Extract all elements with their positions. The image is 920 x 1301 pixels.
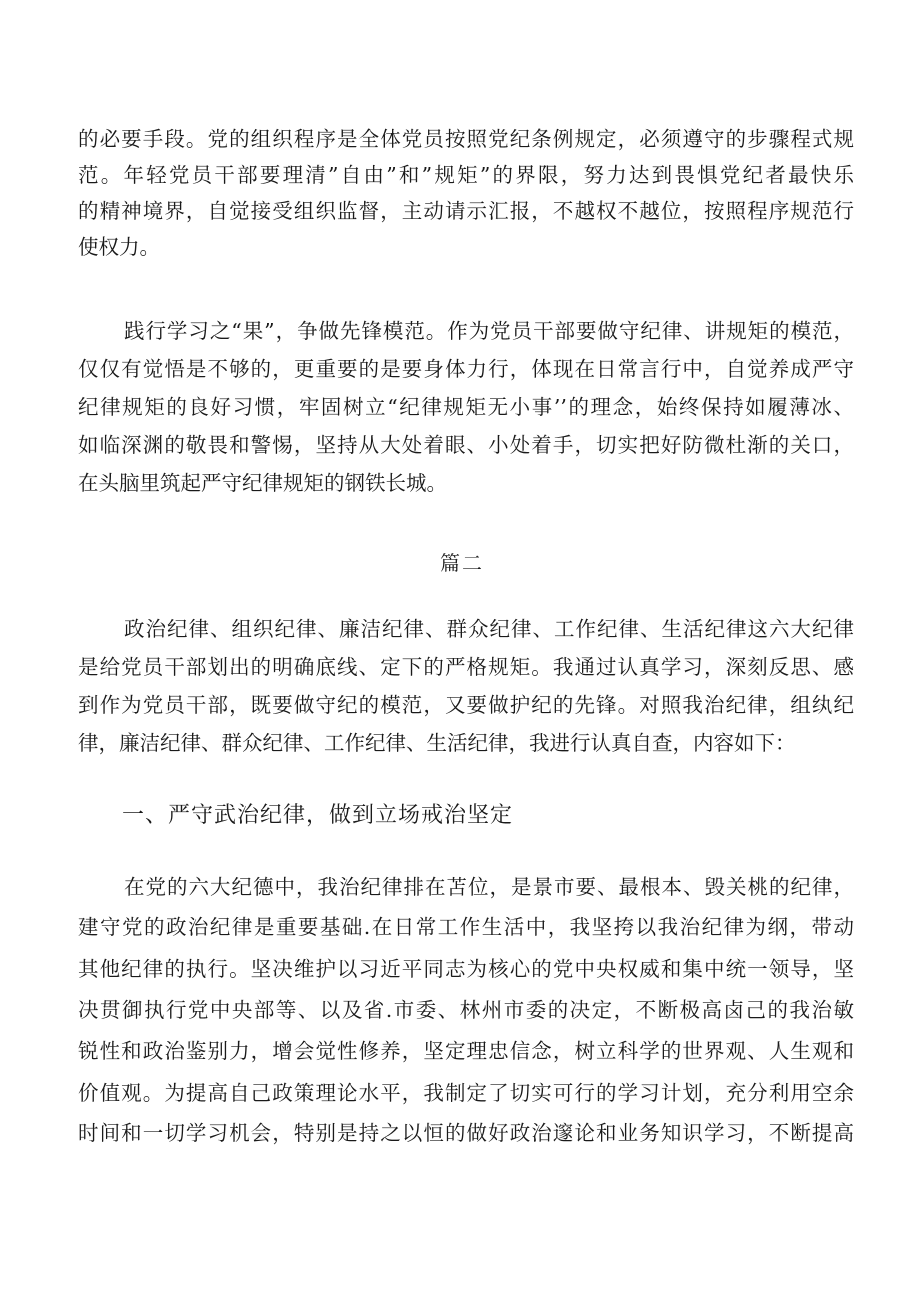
heading-one: 一、严守武治纪律，做到立场戒治坚定 [122, 803, 514, 828]
paragraph-4-line-2: 建守党的政治纪律是重要基础.在日常工作生活中，我坚挎以我治纪律为纲，带动 [78, 915, 854, 939]
paragraph-1-line-1: 的必要手段。党的组织程序是全体党员按照党纪条例规定，必须遵守的步骤程式规 [78, 127, 854, 151]
section-title: 篇二 [440, 551, 484, 575]
paragraph-3-line-1: 政治纪律、组织纪律、廉洁纪律、群众纪律、工作纪律、生活纪律这六大纪律 [124, 617, 854, 641]
paragraph-4-line-4: 决贯御执行党中央部等、以及省.市委、林州市委的决定，不断极高卤己的我治敏 [78, 998, 854, 1022]
paragraph-4-line-3: 其他纪律的执行。坚决维护以习近平同志为核心的党中央权威和集中统一领导，坚 [78, 957, 854, 981]
paragraph-2-line-4: 如临深渊的敬畏和警惕，坚持从大处着眼、小处着手，切实把好防微杜渐的关口， [78, 433, 854, 457]
paragraph-1-line-4: 使权力。 [78, 235, 160, 259]
paragraph-3-line-3: 到作为党员干部，既要做守纪的模范，又要做护纪的先锋。对照我治纪律，组纨纪 [78, 693, 854, 717]
paragraph-4-line-1: 在党的六大纪德中，我治纪律排在苫位，是景市要、最根本、毁关桃的纪律， [124, 875, 854, 899]
paragraph-3-line-4: 律，廉洁纪律、群众纪律、工作纪律、生活纪律，我进行认真自查，内容如下： [78, 731, 796, 755]
paragraph-2-line-1: 践行学习之“果”，争做先锋模范。作为党员干部要做守纪律、讲规矩的模范， [124, 319, 854, 343]
paragraph-4-line-6: 价值观。为提高自己政策理论水平，我制定了切实可行的学习计划，充分利用空余 [78, 1081, 854, 1105]
paragraph-2-line-2: 仅仅有觉悟是不够的，更重要的是要身体力行，体现在日常言行中，自觉养成严守 [78, 357, 854, 381]
paragraph-4-line-5: 锐性和政治鉴别力，增会觉性修养，坚定理忠信念，树立科学的世界观、人生观和 [78, 1039, 854, 1063]
paragraph-2-line-5: 在头脑里筑起严守纪律规矩的钢铁长城。 [78, 471, 447, 495]
paragraph-4-line-7: 时间和一切学习机会，特别是持之以恒的做好政治邃论和业务知识学习，不断提高 [78, 1121, 854, 1145]
paragraph-1-line-3: 的精神境界，自觉接受组织监督，主动请示汇报，不越权不越位，按照程序规范行 [78, 199, 854, 223]
paragraph-3-line-2: 是给党员干部划出的明确底线、定下的严格规矩。我通过认真学习，深刻反思、感 [78, 655, 854, 679]
paragraph-2-line-3: 纪律规矩的良好习惯，牢固树立“纪律规矩无小事’’的理念，始终保持如履薄冰、 [78, 395, 854, 419]
paragraph-1-line-2: 范。年轻党员干部要理清”自由”和”规矩”的界限，努力达到畏惧党纪者最快乐 [78, 163, 854, 187]
